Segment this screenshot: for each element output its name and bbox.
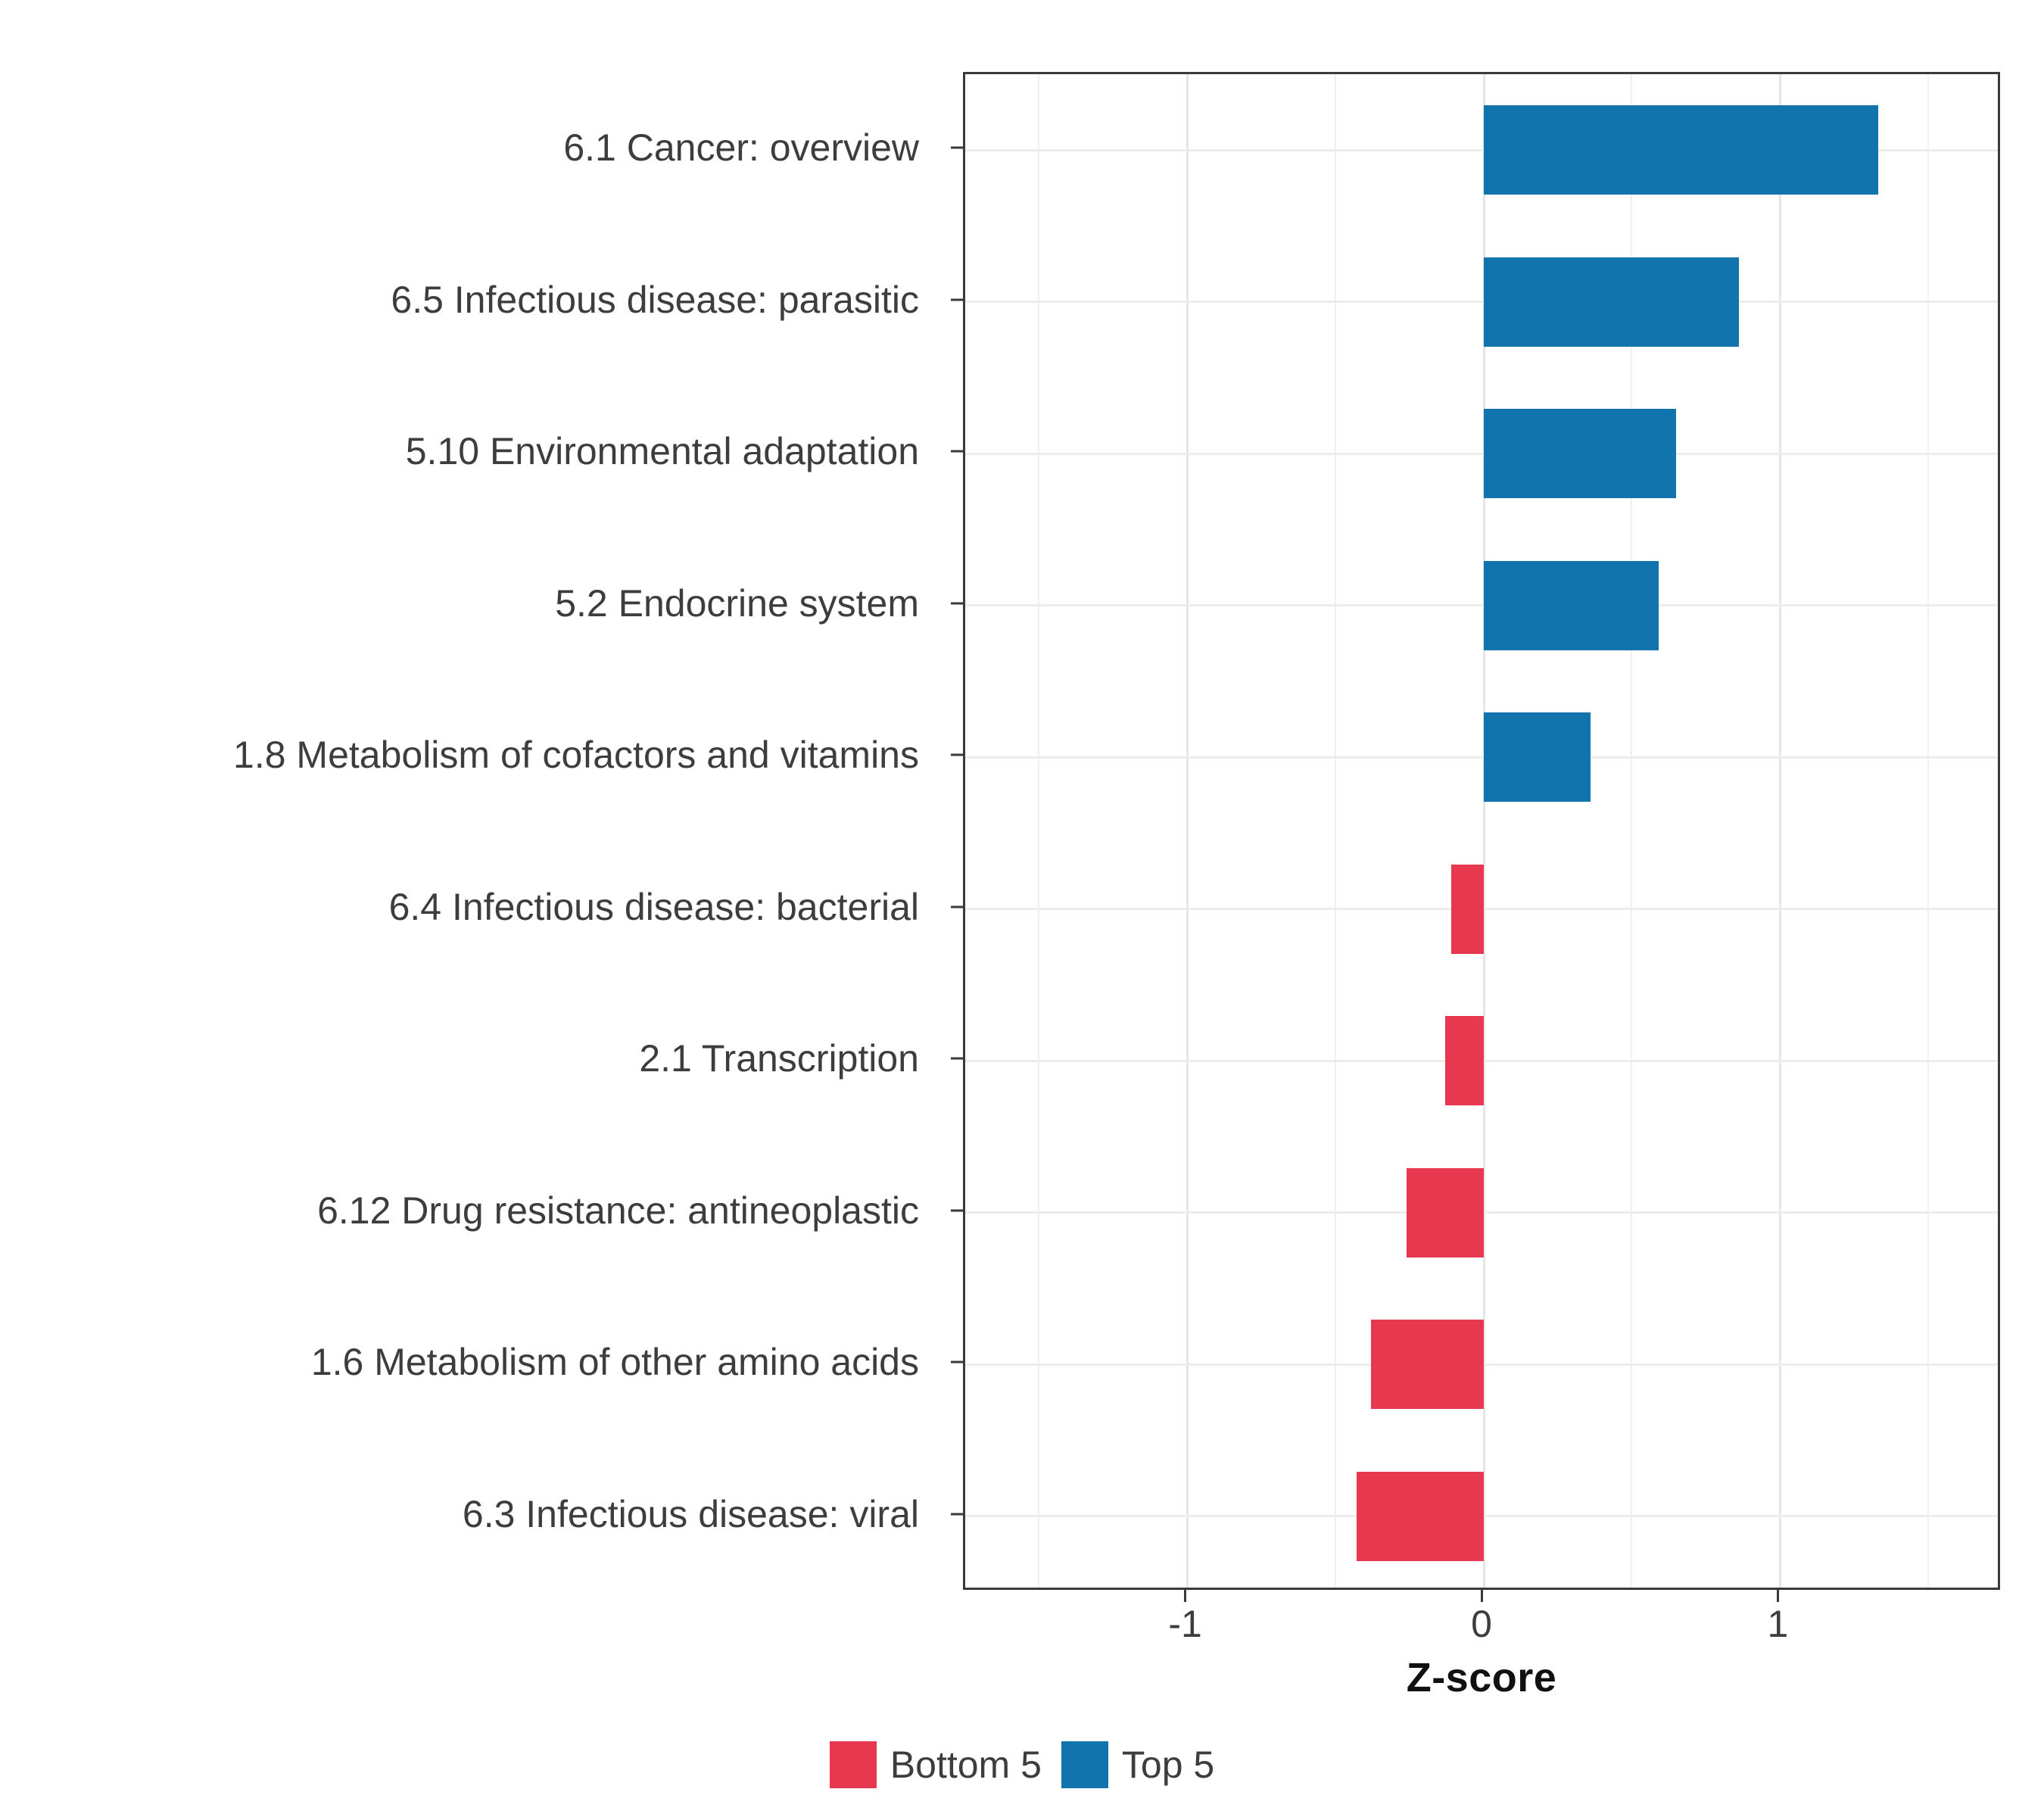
y-axis-tick-mark	[951, 1361, 963, 1364]
y-axis-tick-label: 6.4 Infectious disease: bacterial	[388, 885, 919, 928]
x-axis-title: Z-score	[1406, 1655, 1557, 1700]
y-axis-tick-mark	[951, 1513, 963, 1515]
y-axis-tick-label: 2.1 Transcription	[639, 1037, 919, 1080]
y-axis-tick-mark	[951, 1209, 963, 1211]
x-axis-tick-label: 0	[1471, 1603, 1492, 1645]
y-axis-ticks	[946, 72, 963, 1590]
y-axis-tick-mark	[951, 602, 963, 604]
legend-swatch	[1061, 1741, 1108, 1788]
y-axis-tick-label: 6.1 Cancer: overview	[563, 126, 919, 170]
y-axis-tick-mark	[951, 298, 963, 301]
gridline-horizontal	[965, 301, 1998, 303]
y-axis-tick-label: 6.3 Infectious disease: viral	[462, 1492, 919, 1535]
chart-legend	[0, 1741, 2044, 1788]
x-axis-tick-mark	[1184, 1590, 1186, 1602]
legend-item	[830, 1741, 1042, 1788]
bar	[1445, 1016, 1484, 1105]
gridline-horizontal	[965, 453, 1998, 455]
bar	[1484, 712, 1591, 802]
y-axis-tick-label: 5.2 Endocrine system	[555, 581, 919, 625]
x-axis-tick-mark	[1481, 1590, 1483, 1602]
gridline-horizontal	[965, 604, 1998, 606]
y-axis-tick-mark	[951, 754, 963, 756]
y-axis-tick-label: 6.12 Drug resistance: antineoplastic	[317, 1189, 919, 1232]
x-axis-ticks	[963, 1590, 2000, 1650]
bar	[1407, 1168, 1484, 1258]
y-axis-tick-label: 5.10 Environmental adaptation	[405, 430, 919, 473]
legend-label: Bottom 5	[890, 1744, 1042, 1786]
legend-item	[1061, 1741, 1214, 1788]
bar	[1451, 865, 1484, 954]
bar	[1371, 1320, 1484, 1409]
bar	[1357, 1472, 1484, 1561]
y-axis-tick-mark	[951, 1058, 963, 1060]
y-axis-labels	[0, 72, 946, 1590]
gridline-horizontal	[965, 756, 1998, 759]
y-axis-tick-label: 1.8 Metabolism of cofactors and vitamins	[233, 734, 919, 777]
plot-panel	[963, 72, 2000, 1590]
bar	[1484, 561, 1659, 650]
y-axis-tick-mark	[951, 147, 963, 149]
y-axis-tick-label: 6.5 Infectious disease: parasitic	[391, 278, 919, 321]
bar	[1484, 105, 1878, 195]
bar	[1484, 409, 1676, 498]
y-axis-tick-label: 1.6 Metabolism of other amino acids	[310, 1341, 919, 1384]
legend-swatch	[830, 1741, 877, 1788]
x-axis-tick-label: -1	[1168, 1603, 1202, 1645]
x-axis-tick-label: 1	[1767, 1603, 1789, 1645]
bar	[1484, 257, 1739, 347]
legend-label: Top 5	[1121, 1744, 1215, 1786]
x-axis-tick-mark	[1777, 1590, 1779, 1602]
y-axis-tick-mark	[951, 905, 963, 908]
y-axis-tick-mark	[951, 450, 963, 453]
